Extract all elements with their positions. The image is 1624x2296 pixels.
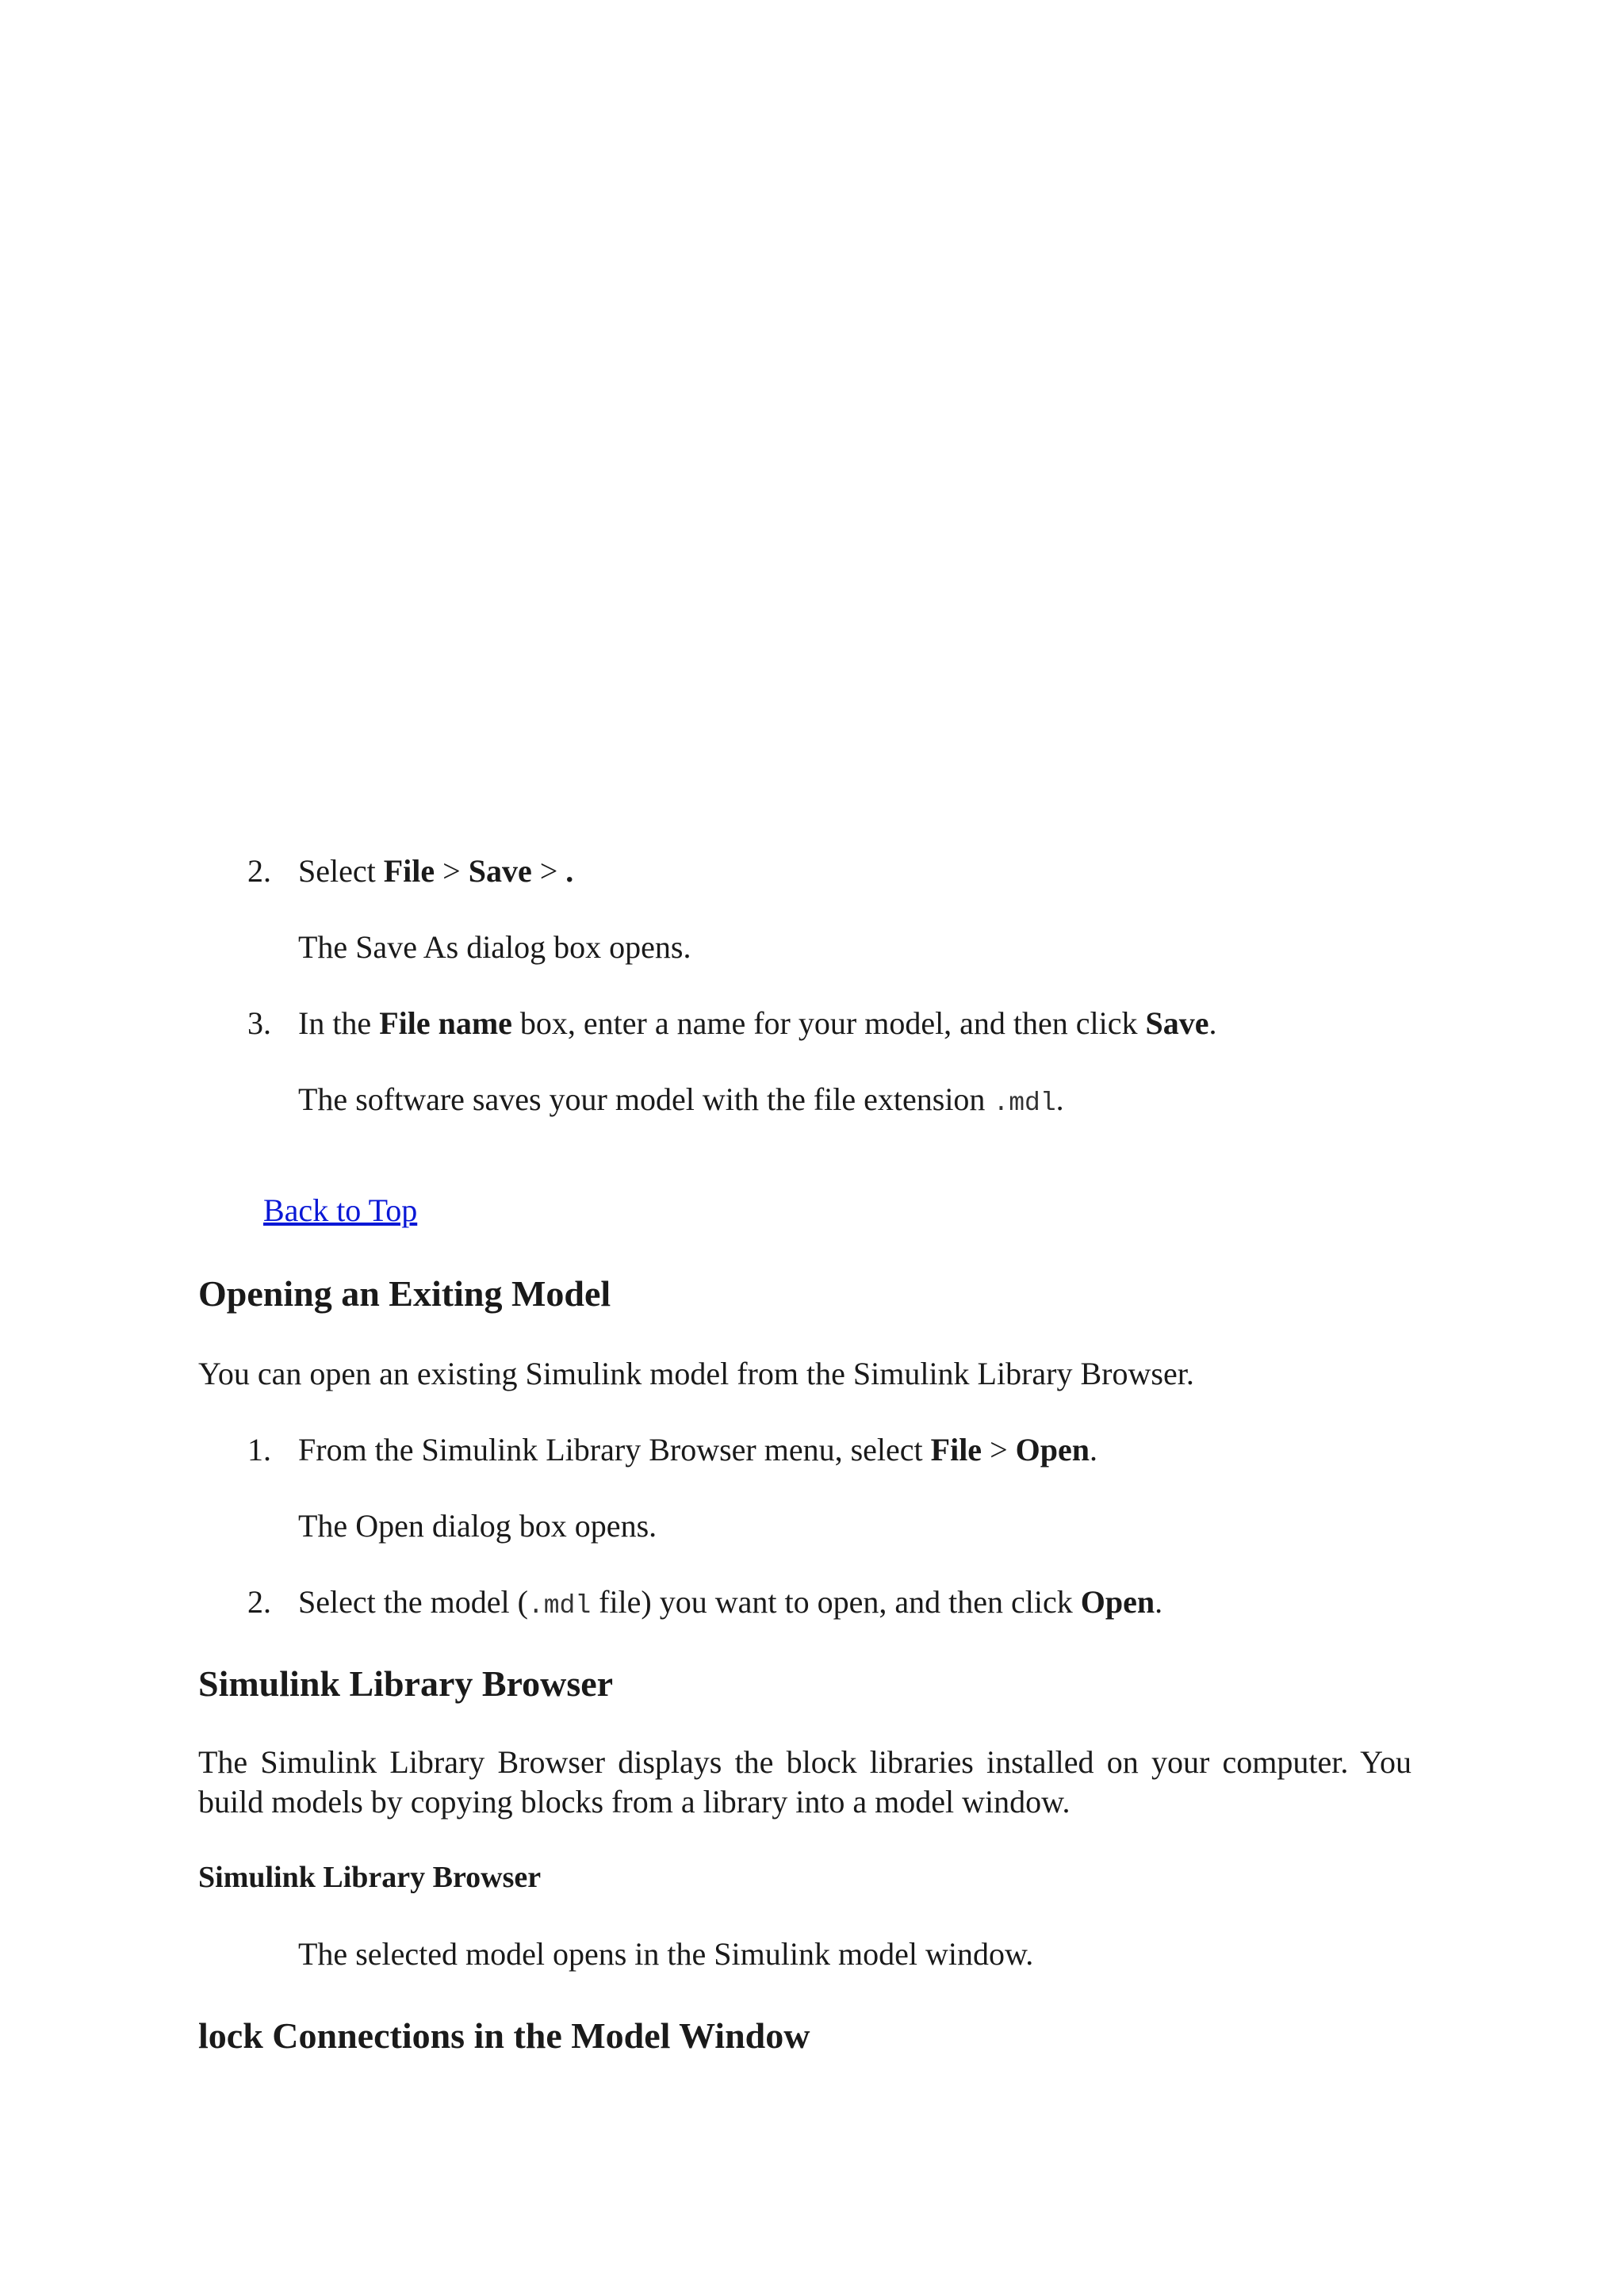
open-menu-label: Open — [1015, 1432, 1090, 1468]
list-number-1: 1. — [247, 1432, 271, 1468]
file-menu-label: File — [930, 1432, 982, 1468]
save-menu-label: Save — [468, 853, 532, 889]
library-browser-subheading: Simulink Library Browser — [198, 1861, 542, 1894]
library-browser-heading: Simulink Library Browser — [198, 1663, 614, 1704]
mdl-extension: .mdl — [993, 1089, 1056, 1118]
list-number-2: 2. — [247, 853, 271, 889]
library-browser-paragraph: The Simulink Library Browser displays the block libraries installed on your computer. You build models by copying blocks from a library into a model window. — [198, 1744, 1411, 1820]
opening-model-heading: Opening an Exiting Model — [198, 1273, 611, 1314]
save-step-text: Select File > Save > . — [298, 853, 574, 889]
list-number-2b: 2. — [247, 1584, 271, 1620]
file-name-step-text: In the File name box, enter a name for your model, and then click Save. — [298, 1005, 1217, 1041]
opening-model-intro: You can open an existing Simulink model from the Simulink Library Browser. — [198, 1356, 1194, 1391]
extension-note: The software saves your model with the file extension .mdl. — [298, 1081, 1064, 1118]
block-connections-heading: lock Connections in the Model Window — [198, 2015, 810, 2056]
open-dialog-note: The Open dialog box opens. — [298, 1508, 657, 1544]
save-as-note: The Save As dialog box opens. — [298, 929, 691, 965]
mdl-extension: .mdl — [527, 1591, 592, 1621]
save-label: Save — [1145, 1005, 1209, 1041]
file-name-label: File name — [379, 1005, 512, 1041]
open-menu-step-text: From the Simulink Library Browser menu, select File > Open. — [298, 1432, 1097, 1468]
list-number-3: 3. — [247, 1005, 271, 1041]
file-menu-label: File — [383, 853, 435, 889]
select-model-step-text: Select the model (.mdl file) you want to open, and then click Open. — [298, 1584, 1163, 1621]
back-to-top-link[interactable]: Back to Top — [263, 1192, 418, 1228]
model-opens-note: The selected model opens in the Simulink model window. — [298, 1936, 1034, 1972]
open-label: Open — [1080, 1584, 1155, 1620]
